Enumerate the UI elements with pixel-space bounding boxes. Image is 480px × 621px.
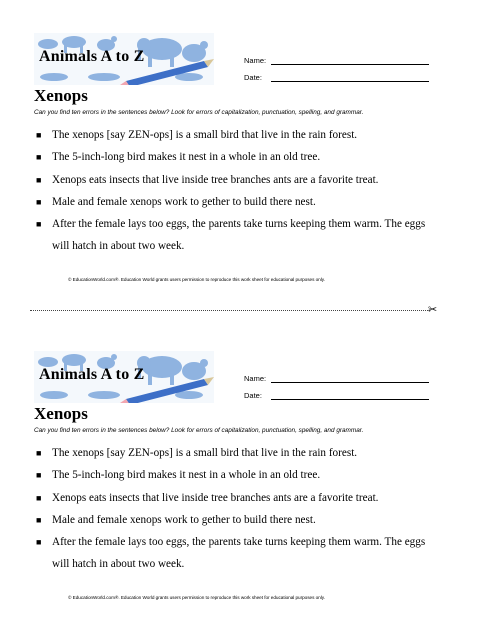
sentence-item: ■ The 5-inch-long bird makes it nest in a whole in an old tree.: [36, 464, 456, 486]
animals-banner: [34, 351, 214, 403]
name-label: Name:: [244, 374, 267, 383]
name-line[interactable]: [271, 382, 429, 383]
sentence-item: ■ The xenops [say ZEN-ops] is a small bird that live in the rain forest.: [36, 124, 456, 146]
cut-line: [30, 310, 430, 311]
date-label: Date:: [244, 73, 262, 82]
date-field: [244, 73, 262, 82]
sentence-list: [36, 124, 456, 258]
worksheet-top: [0, 0, 480, 300]
sentence-item: ■ Xenops eats insects that live inside tree branches ants are a favorite treat.: [36, 487, 456, 509]
square-bullet-icon: ■: [36, 174, 42, 185]
sentence-item: ■ The xenops [say ZEN-ops] is a small bird that live in the rain forest.: [36, 442, 456, 464]
instructions: Can you find ten errors in the sentences below? Look for errors of capitalization, punctuation, spelling, and grammar.: [34, 427, 364, 434]
sentence-item: ■ Male and female xenops work to gether to build there nest.: [36, 191, 456, 213]
square-bullet-icon: ■: [36, 448, 42, 458]
banner-title: Animals A to Z: [39, 366, 145, 383]
instructions: Can you find ten errors in the sentences below? Look for errors of capitalization, punctuation, spelling, and grammar.: [34, 109, 364, 116]
worksheet-bottom: [0, 318, 480, 618]
square-bullet-icon: ■: [36, 219, 42, 230]
square-bullet-icon: ■: [36, 514, 42, 525]
name-line[interactable]: [271, 64, 429, 65]
animals-banner: [34, 33, 214, 85]
name-field: [244, 374, 266, 383]
square-bullet-icon: ■: [36, 470, 42, 481]
date-line[interactable]: [271, 81, 429, 82]
date-line[interactable]: [271, 399, 429, 400]
date-field: [244, 391, 262, 400]
copyright-notice: © EducationWorld.com®. Education World grants users permission to reproduce this work sheet for educational purposes only.: [68, 595, 325, 600]
square-bullet-icon: ■: [36, 152, 42, 163]
square-bullet-icon: ■: [36, 196, 42, 207]
copyright-notice: © EducationWorld.com®. Education World grants users permission to reproduce this work sheet for educational purposes only.: [68, 277, 325, 282]
sentence-item: ■ Male and female xenops work to gether to build there nest.: [36, 509, 456, 531]
date-label: Date:: [244, 391, 262, 400]
sentence-item: ■ Xenops eats insects that live inside tree branches ants are a favorite treat.: [36, 169, 456, 191]
sentence-list: [36, 442, 456, 576]
worksheet-title: Xenops: [34, 404, 88, 423]
sentence-item: ■ After the female lays too eggs, the parents take turns keeping them warm. The eggs will hatch in about two week.: [36, 531, 444, 576]
scissors-icon: ✂: [428, 303, 438, 316]
banner-title: Animals A to Z: [39, 48, 145, 65]
worksheet-title: Xenops: [34, 86, 88, 105]
sentence-item: ■ After the female lays too eggs, the parents take turns keeping them warm. The eggs will hatch in about two week.: [36, 213, 444, 258]
square-bullet-icon: ■: [36, 130, 42, 140]
square-bullet-icon: ■: [36, 492, 42, 503]
name-label: Name:: [244, 56, 267, 65]
sentence-item: ■ The 5-inch-long bird makes it nest in a whole in an old tree.: [36, 146, 456, 168]
name-field: [244, 56, 266, 65]
square-bullet-icon: ■: [36, 537, 42, 548]
